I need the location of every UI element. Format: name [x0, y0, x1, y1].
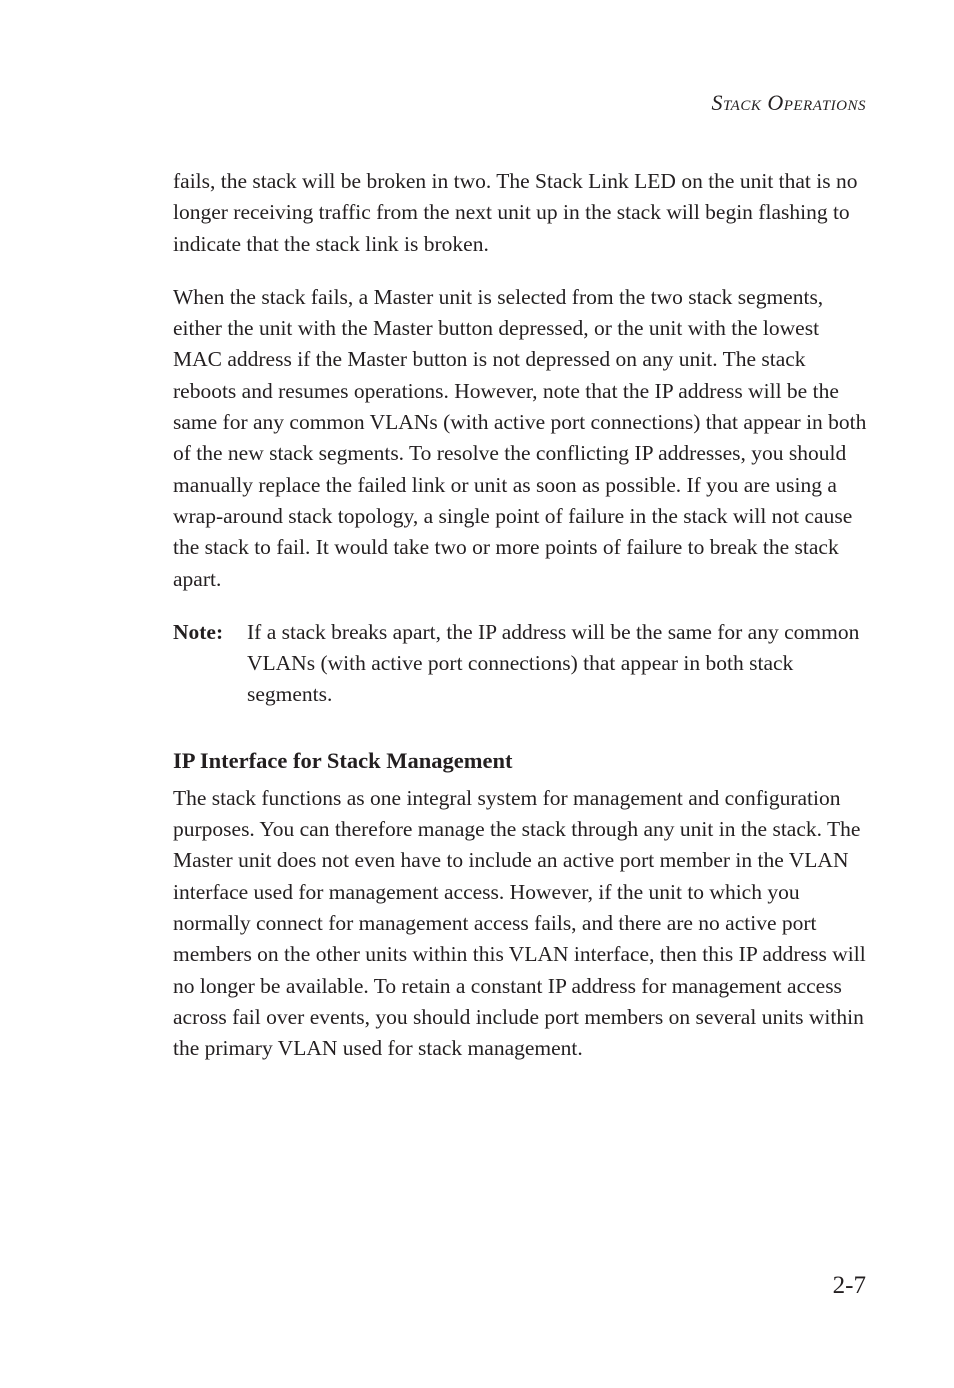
note-text: If a stack breaks apart, the IP address will be the same for any common VLANs (with active port connections) that appear in both stack segments. [247, 619, 860, 707]
section-body: The stack functions as one integral system for management and configuration purposes. You can therefore manage the stack through any unit in the stack. The Master unit does not even have to include an active port member in the VLAN interface used for management access. However, if the unit to which you normally connect for management access fails, and there are no active port members on the other units within this VLAN interface, then this IP address will no longer be available. To retain a constant IP address for management access across fail over events, you should include port members on several units within the primary VLAN used for stack management. [173, 785, 866, 1061]
note-block [173, 617, 869, 711]
section-heading: IP Interface for Stack Management [173, 747, 513, 773]
page-content [173, 166, 869, 1086]
page-number: 2-7 [832, 1272, 866, 1299]
note-label: Note: [173, 619, 224, 644]
paragraph-stack-broken: fails, the stack will be broken in two. The Stack Link LED on the unit that is no longer receiving traffic from the next unit up in the stack will begin flashing to indicate that the stack link is broken. [173, 169, 858, 256]
running-head: Stack Operations [711, 90, 866, 115]
paragraph-stack-fails: When the stack fails, a Master unit is selected from the two stack segments, either the unit with the Master button depressed, or the unit with the lowest MAC address if the Master button is not depressed on any unit. The stack reboots and resumes operations. However, note that the IP address will be the same for any common VLANs (with active port connections) that appear in both of the new stack segments. To resolve the conflicting IP addresses, you should manually replace the failed link or unit as soon as possible. If you are using a wrap-around stack topology, a single point of failure in the stack will not cause the stack to fail. It would take two or more points of failure to break the stack apart. [173, 284, 867, 591]
